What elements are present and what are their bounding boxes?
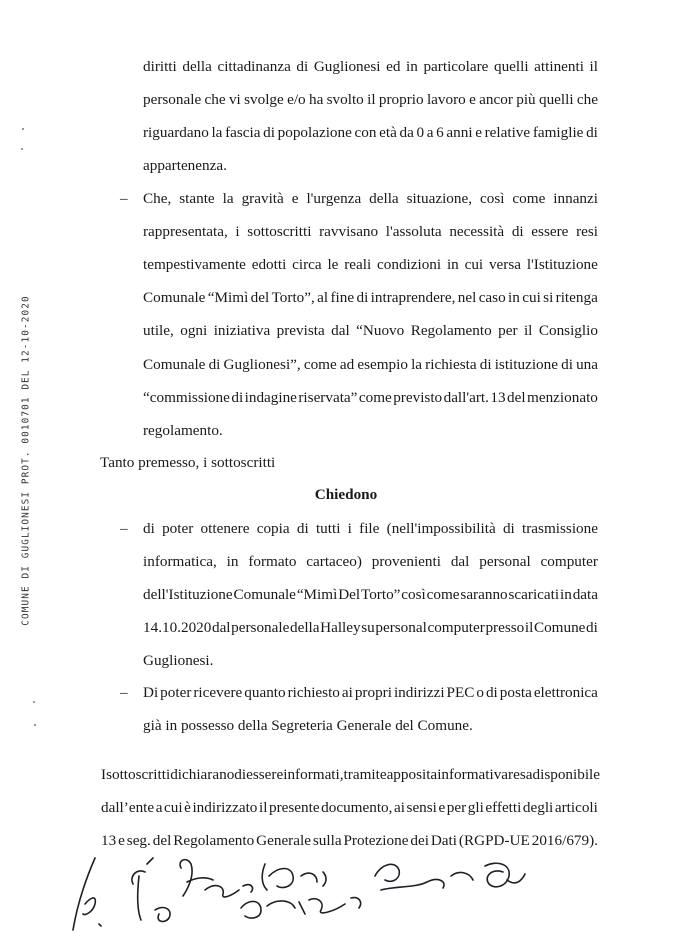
word: e bbox=[291, 190, 299, 207]
word: 2016/679). bbox=[531, 832, 598, 850]
word: quelli bbox=[493, 58, 529, 75]
word: menzionato bbox=[527, 388, 598, 406]
word: data bbox=[572, 586, 598, 604]
bullet-dash: – bbox=[120, 190, 128, 207]
word: richiesto bbox=[287, 684, 340, 701]
word: 13 bbox=[101, 832, 117, 850]
word: cartaceo) bbox=[306, 553, 362, 571]
word: dal bbox=[450, 553, 470, 571]
word: famiglie bbox=[532, 124, 584, 142]
word: e/o bbox=[287, 91, 306, 109]
word: rappresentata, bbox=[143, 223, 228, 241]
word: indirizzi bbox=[393, 684, 445, 701]
word: poter bbox=[160, 684, 192, 701]
word: su bbox=[361, 619, 375, 637]
word: l'urgenza bbox=[306, 190, 362, 207]
word: fascia bbox=[225, 124, 261, 142]
word: relative bbox=[484, 124, 531, 142]
word: come bbox=[303, 355, 337, 373]
word: utile, bbox=[143, 322, 174, 340]
word: seg. bbox=[126, 832, 151, 850]
word: Che, bbox=[143, 190, 172, 207]
word: di bbox=[479, 355, 492, 373]
word: Comunale bbox=[143, 289, 206, 307]
request1-line bbox=[143, 586, 598, 604]
word: prevista bbox=[276, 322, 325, 340]
word: dell'Istituzione bbox=[143, 586, 233, 604]
word: Halley bbox=[320, 619, 361, 637]
word: attinenti bbox=[534, 58, 584, 75]
word: della bbox=[369, 190, 399, 207]
paragraph2-line bbox=[143, 190, 598, 208]
paragraph1-line bbox=[143, 58, 598, 76]
word: Comunale bbox=[143, 355, 206, 373]
word: resi bbox=[576, 223, 598, 241]
word: lavoro bbox=[426, 91, 466, 109]
word: di bbox=[561, 355, 573, 373]
word: essere bbox=[531, 223, 569, 241]
word: di bbox=[511, 223, 524, 241]
word: posta bbox=[499, 684, 532, 701]
word: personal bbox=[375, 619, 427, 637]
word: 0 bbox=[416, 124, 425, 142]
word: il bbox=[524, 619, 534, 637]
word: che bbox=[204, 91, 226, 109]
word: sottoscritti bbox=[106, 766, 171, 783]
word: innanzi bbox=[553, 190, 598, 207]
paragraph2-last-line: regolamento. bbox=[143, 421, 223, 439]
signature-4 bbox=[262, 864, 326, 890]
word: sensi bbox=[406, 799, 437, 817]
word: condizioni bbox=[377, 256, 442, 274]
word: il bbox=[367, 91, 376, 109]
word: ad bbox=[339, 355, 355, 373]
word: gravità bbox=[241, 190, 284, 207]
word: l'Istituzione bbox=[526, 256, 598, 274]
word: la bbox=[222, 190, 234, 207]
word: copia bbox=[256, 520, 290, 537]
word: Guglionesi”, bbox=[223, 355, 301, 373]
word: dal bbox=[331, 322, 350, 340]
request2-last-line: già in possesso della Segreteria Generale del Comune. bbox=[143, 717, 473, 735]
word: cui bbox=[522, 289, 541, 307]
word: di bbox=[296, 58, 309, 75]
word: indirizzato bbox=[192, 799, 258, 817]
word: dal bbox=[211, 619, 231, 637]
word: indagine bbox=[244, 388, 297, 406]
word: ritenga bbox=[555, 289, 598, 307]
word: Torto” bbox=[361, 586, 401, 604]
word: e bbox=[438, 799, 446, 817]
word: del bbox=[152, 832, 172, 850]
word: così bbox=[479, 190, 505, 207]
word: ha bbox=[308, 91, 324, 109]
word: presso bbox=[485, 619, 525, 637]
word: effetti bbox=[485, 799, 522, 817]
request1-last-line: Guglionesi. bbox=[143, 652, 214, 670]
word: ai bbox=[341, 684, 353, 701]
word: ogni bbox=[180, 322, 208, 340]
word: quanto bbox=[244, 684, 286, 701]
word: che bbox=[576, 91, 598, 109]
paragraph2-line bbox=[143, 322, 598, 340]
scan-speck bbox=[34, 724, 36, 726]
word: e bbox=[469, 91, 476, 109]
word: richiesta bbox=[425, 355, 477, 373]
word: Consiglio bbox=[538, 322, 598, 340]
paragraph1-last-line: appartenenza. bbox=[143, 157, 227, 175]
word: personale bbox=[231, 619, 290, 637]
word: computer bbox=[540, 553, 598, 571]
word: così bbox=[401, 586, 426, 604]
word: istituzione bbox=[494, 355, 558, 373]
word: poter bbox=[162, 520, 194, 537]
word: presente bbox=[268, 799, 320, 817]
paragraph2-line bbox=[143, 223, 598, 241]
word: o bbox=[476, 684, 484, 701]
word: Di bbox=[143, 684, 159, 701]
word: in bbox=[508, 289, 520, 307]
word: “Mimì bbox=[207, 289, 249, 307]
word: con bbox=[354, 124, 377, 142]
word: in bbox=[446, 256, 459, 274]
word: resa bbox=[508, 766, 533, 783]
protocol-stamp-text: COMUNE DI GUGLIONESI PROT. 0010701 DEL 12-10-2020 bbox=[20, 294, 32, 626]
word: dei bbox=[410, 832, 429, 850]
word: sulla bbox=[312, 832, 342, 850]
word: il bbox=[523, 322, 533, 340]
word: informativa bbox=[437, 766, 509, 783]
word: informatica, bbox=[143, 553, 217, 571]
scan-speck bbox=[21, 148, 23, 150]
paragraph1-line bbox=[143, 124, 598, 142]
word: (nell'impossibilità bbox=[386, 520, 496, 537]
word: della bbox=[182, 58, 212, 75]
word: computer bbox=[427, 619, 485, 637]
word: provenienti bbox=[371, 553, 441, 571]
word: si bbox=[543, 289, 554, 307]
scan-speck bbox=[22, 128, 24, 130]
word: informati, bbox=[283, 766, 344, 783]
word: necessità bbox=[449, 223, 505, 241]
word: e bbox=[475, 124, 482, 142]
word: Guglionesi bbox=[313, 58, 381, 75]
word: il bbox=[258, 799, 268, 817]
word: cui bbox=[464, 256, 484, 274]
word: in bbox=[226, 553, 239, 571]
word: Torto”, bbox=[271, 289, 315, 307]
word: come bbox=[426, 586, 460, 604]
scan-speck bbox=[33, 701, 35, 703]
word: trasmissione bbox=[522, 520, 598, 537]
word: formato bbox=[248, 553, 297, 571]
word: come bbox=[358, 388, 392, 406]
bullet-dash: – bbox=[120, 520, 128, 537]
word: del bbox=[250, 289, 270, 307]
word: tramite bbox=[343, 766, 387, 783]
word: e bbox=[118, 832, 125, 850]
word: età bbox=[379, 124, 397, 142]
word: come bbox=[512, 190, 546, 207]
paragraph2-line bbox=[143, 356, 598, 374]
word: file bbox=[359, 520, 380, 537]
word: ravvisano bbox=[319, 223, 379, 241]
word: di bbox=[586, 124, 598, 142]
word: reali bbox=[344, 256, 372, 274]
word: di bbox=[502, 520, 515, 537]
word: i bbox=[347, 520, 352, 537]
word: tutti bbox=[315, 520, 341, 537]
word: sottoscritti bbox=[247, 223, 312, 241]
bullet-dash: – bbox=[120, 684, 128, 701]
word: a bbox=[155, 799, 163, 817]
margin-protocol-stamp bbox=[17, 294, 35, 626]
word: saranno bbox=[460, 586, 508, 604]
word: “Mimì bbox=[296, 586, 338, 604]
word: di bbox=[234, 766, 247, 783]
word: tempestivamente bbox=[143, 256, 246, 274]
word: intraprendere, bbox=[370, 289, 456, 307]
intro-line: Tanto premesso, i sottoscritti bbox=[100, 454, 276, 471]
word: popolazione bbox=[277, 124, 352, 142]
word: a bbox=[426, 124, 434, 142]
word: “Nuovo bbox=[356, 322, 405, 340]
signature-7 bbox=[485, 863, 525, 887]
word: i bbox=[235, 223, 240, 241]
word: personale bbox=[143, 91, 202, 109]
word: riguardano bbox=[143, 124, 209, 142]
word: fine bbox=[330, 289, 355, 307]
word: documento, bbox=[321, 799, 393, 817]
signature-3 bbox=[180, 860, 252, 897]
paragraph1-line bbox=[143, 91, 598, 109]
word: Dati bbox=[430, 832, 457, 850]
word: circa bbox=[292, 256, 322, 274]
word: cittadinanza bbox=[217, 58, 291, 75]
request1-line bbox=[143, 553, 598, 571]
word: quelli bbox=[538, 91, 574, 109]
word: (RGPD-UE bbox=[458, 832, 530, 850]
word: le bbox=[327, 256, 339, 274]
word: la bbox=[411, 355, 423, 373]
word: in bbox=[559, 586, 572, 604]
word: ai bbox=[394, 799, 405, 817]
word: articoli bbox=[554, 799, 598, 817]
word: ottenere bbox=[200, 520, 250, 537]
word: esempio bbox=[357, 355, 408, 373]
section-heading: Chiedono bbox=[314, 486, 378, 503]
word: al bbox=[317, 289, 329, 307]
word: dall’ente bbox=[101, 799, 155, 817]
word: in bbox=[406, 58, 418, 75]
signature-2 bbox=[132, 858, 170, 921]
word: di bbox=[485, 684, 498, 701]
word: Del bbox=[338, 586, 361, 604]
word: da bbox=[399, 124, 414, 142]
word: cui bbox=[164, 799, 183, 817]
word: di bbox=[208, 355, 221, 373]
word: del bbox=[507, 388, 526, 406]
word: di bbox=[586, 619, 598, 637]
word: riservata” bbox=[298, 388, 358, 406]
word: 13 bbox=[490, 388, 506, 406]
word: gli bbox=[467, 799, 484, 817]
word: una bbox=[576, 355, 598, 373]
word: Regolamento bbox=[173, 832, 255, 850]
word: ed bbox=[386, 58, 401, 75]
word: personal bbox=[479, 553, 531, 571]
word: di bbox=[143, 520, 155, 537]
word: svolto bbox=[326, 91, 364, 109]
word: la bbox=[211, 124, 223, 142]
word: per bbox=[446, 799, 467, 817]
word: Regolamento bbox=[410, 322, 492, 340]
word: elettronica bbox=[533, 684, 598, 701]
paragraph2-line bbox=[143, 389, 598, 407]
word: svolge bbox=[244, 91, 284, 109]
word: ancor bbox=[479, 91, 513, 109]
word: essere bbox=[246, 766, 284, 783]
word: iniziativa bbox=[213, 322, 271, 340]
word: è bbox=[184, 799, 191, 817]
handwritten-signatures bbox=[55, 846, 555, 936]
word: Comunale bbox=[233, 586, 296, 604]
word: 14.10.2020 bbox=[143, 619, 212, 637]
word: Comune bbox=[533, 619, 586, 637]
word: nel bbox=[457, 289, 477, 307]
request1-line bbox=[143, 619, 598, 637]
word: caso bbox=[478, 289, 506, 307]
word: scaricati bbox=[508, 586, 560, 604]
word: per bbox=[498, 322, 518, 340]
word: diritti bbox=[143, 58, 177, 75]
signature-1 bbox=[73, 858, 101, 930]
word: disponibile bbox=[532, 766, 600, 783]
word: dall'art. bbox=[443, 388, 489, 406]
word: della bbox=[289, 619, 320, 637]
paragraph2-line bbox=[143, 256, 598, 274]
word: più bbox=[516, 91, 536, 109]
word: ricevere bbox=[193, 684, 243, 701]
word: di bbox=[231, 388, 244, 406]
closing-line bbox=[101, 799, 598, 817]
signature-5 bbox=[241, 898, 361, 918]
word: apposita bbox=[386, 766, 438, 783]
word: situazione, bbox=[406, 190, 473, 207]
word: il bbox=[589, 58, 598, 75]
word: dichiarano bbox=[170, 766, 235, 783]
word: PEC bbox=[446, 684, 475, 701]
paragraph2-line bbox=[143, 289, 598, 307]
signature-6 bbox=[375, 864, 473, 890]
word: “commissione bbox=[143, 388, 230, 406]
word: stante bbox=[179, 190, 215, 207]
word: di bbox=[356, 289, 369, 307]
word: di bbox=[263, 124, 275, 142]
word: particolare bbox=[423, 58, 489, 75]
word: 6 bbox=[436, 124, 444, 142]
word: vi bbox=[228, 91, 241, 109]
word: anni bbox=[446, 124, 473, 142]
word: versa bbox=[488, 256, 521, 274]
word: proprio bbox=[378, 91, 424, 109]
closing-line bbox=[101, 766, 598, 784]
word: propri bbox=[354, 684, 392, 701]
word: Protezione bbox=[343, 832, 409, 850]
request2-line bbox=[143, 684, 598, 702]
word: Generale bbox=[256, 832, 311, 850]
word: edotti bbox=[251, 256, 287, 274]
request1-line bbox=[143, 520, 598, 538]
word: di bbox=[296, 520, 309, 537]
word: previsto bbox=[393, 388, 443, 406]
word: I bbox=[101, 766, 107, 783]
word: l'assoluta bbox=[385, 223, 442, 241]
word: degli bbox=[522, 799, 554, 817]
